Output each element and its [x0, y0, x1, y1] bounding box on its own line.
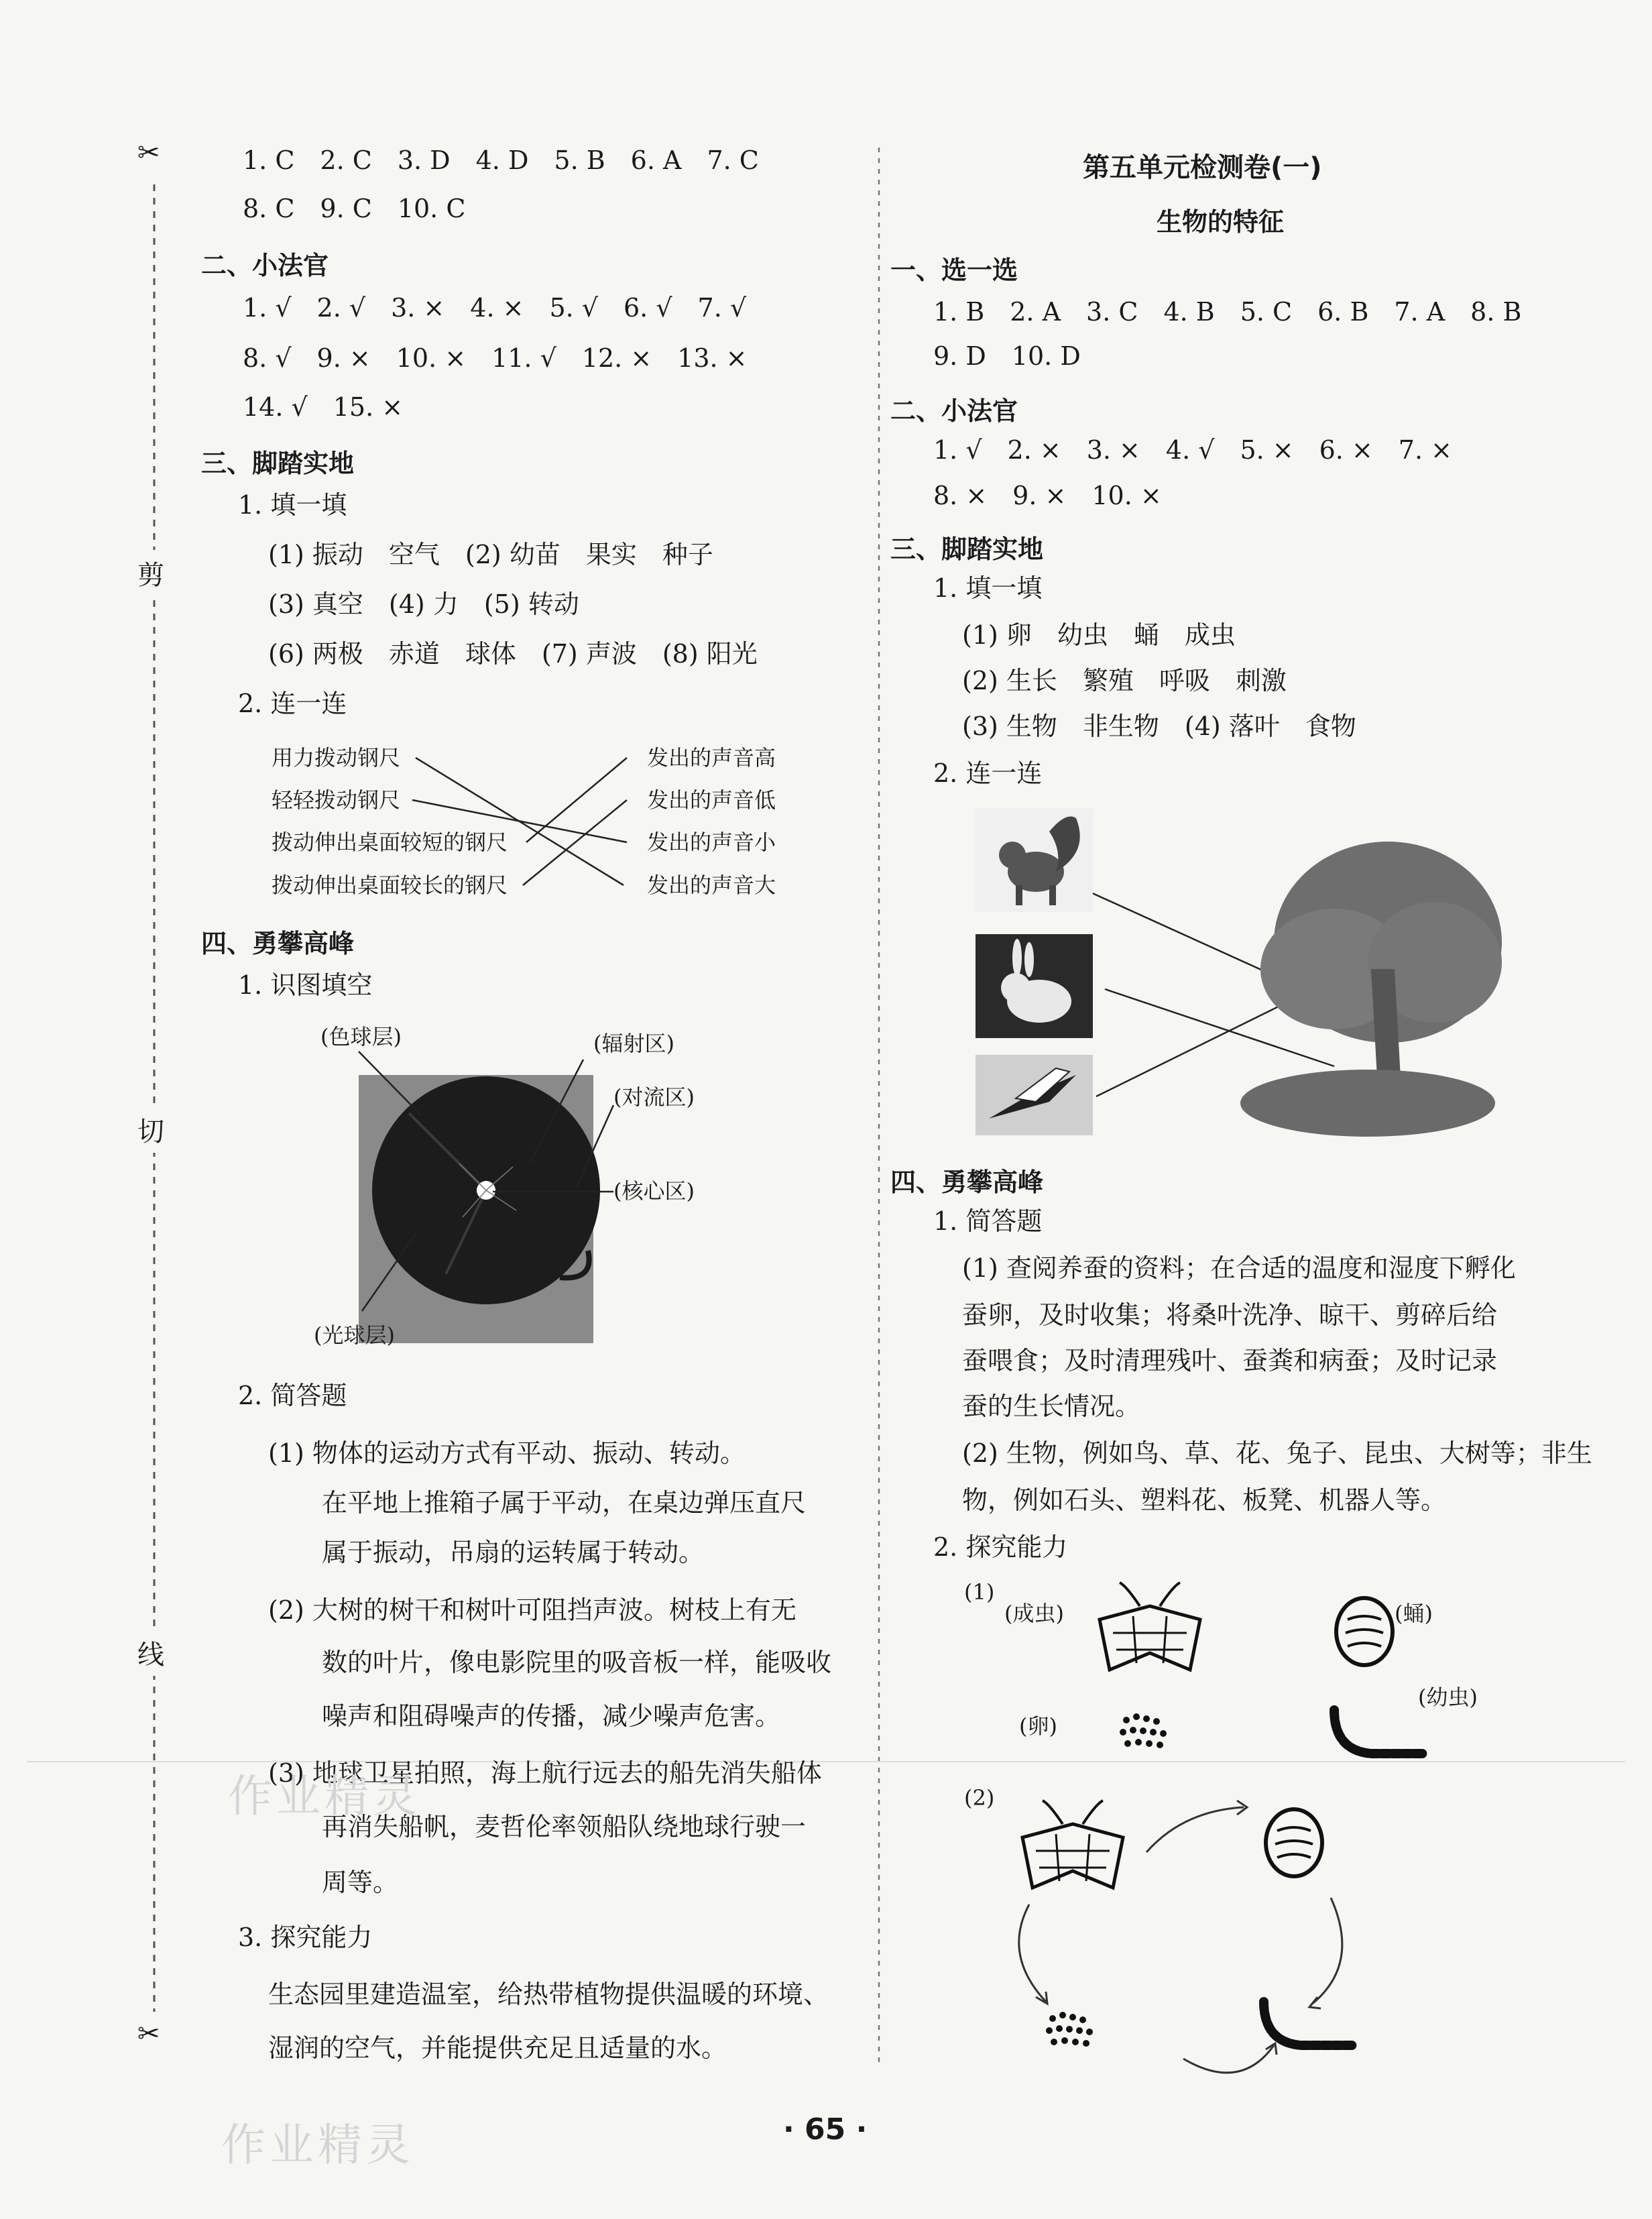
- part-number: (2): [964, 1785, 995, 1811]
- cut-char: 切: [137, 1106, 164, 1153]
- question-title: 1. 填一填: [933, 573, 1043, 603]
- section-heading: 二、小法官: [201, 251, 329, 280]
- question-title: 2. 简答题: [238, 1381, 347, 1410]
- match-right-item: 发出的声音大: [647, 872, 776, 898]
- scissors-icon: ✂: [137, 2018, 160, 2049]
- tf-answers-line: 8. × 9. × 10. ×: [933, 481, 1162, 510]
- tf-answers-line: 8. √ 9. × 10. × 11. √ 12. × 13. ×: [243, 343, 748, 373]
- match-right-item: 发出的声音低: [647, 787, 776, 813]
- watermark: 作业精灵: [221, 2119, 414, 2171]
- answer-text: (1) 物体的运动方式有平动、振动、转动。: [268, 1438, 746, 1468]
- section-heading: 一、选一选: [890, 255, 1018, 285]
- match-right-item: 发出的声音小: [647, 830, 776, 855]
- question-title: 2. 探究能力: [933, 1532, 1068, 1562]
- pupa-icon: [1260, 1804, 1328, 1881]
- answer-text: 蚕的生长情况。: [962, 1391, 1141, 1421]
- unit-subtitle: 生物的特征: [1157, 207, 1285, 237]
- answer-text: 湿润的空气，并能提供充足且适量的水。: [268, 2033, 727, 2063]
- answer-text: 属于振动，吊扇的运转属于转动。: [322, 1538, 705, 1567]
- answer-text: 数的叶片，像电影院里的吸音板一样，能吸收: [322, 1648, 832, 1677]
- question-title: 2. 连一连: [933, 758, 1043, 788]
- stage-label-pupa: (蛹): [1395, 1601, 1433, 1626]
- match-left-item: 拨动伸出桌面较长的钢尺: [272, 872, 508, 898]
- stage-label-adult: (成虫): [1004, 1601, 1064, 1626]
- fill-answer: (3) 生物 非生物 (4) 落叶 食物: [962, 712, 1356, 741]
- question-title: 3. 探究能力: [238, 1923, 373, 1952]
- sun-label-convection: (对流区): [613, 1084, 695, 1110]
- eggs-icon: [1113, 1707, 1180, 1760]
- larva-icon: [1324, 1697, 1438, 1770]
- unit-title: 第五单元检测卷(一): [1083, 152, 1322, 183]
- mc-answers-line: 8. C 9. C 10. C: [243, 194, 466, 223]
- pupa-icon: [1331, 1593, 1398, 1670]
- part-number: (1): [964, 1579, 995, 1605]
- larva-icon: [1254, 1988, 1368, 2062]
- section-heading: 二、小法官: [890, 396, 1018, 426]
- match-right-item: 发出的声音高: [647, 745, 776, 771]
- question-title: 1. 简答题: [933, 1206, 1043, 1236]
- match-left-item: 拨动伸出桌面较短的钢尺: [272, 830, 508, 855]
- rabbit-image: [976, 934, 1093, 1038]
- moth-adult-icon: [1009, 1797, 1136, 1898]
- match-lines-left: [412, 758, 627, 885]
- sun-label-core: (核心区): [613, 1178, 695, 1204]
- stage-label-larva: (幼虫): [1418, 1685, 1478, 1710]
- answer-text: (2) 大树的树干和树叶可阻挡声波。树枝上有无: [268, 1595, 796, 1625]
- section-heading: 三、脚踏实地: [201, 449, 355, 478]
- fill-answer: (6) 两极 赤道 球体 (7) 声波 (8) 阳光: [268, 639, 758, 669]
- fill-answer: (2) 生长 繁殖 呼吸 刺激: [962, 666, 1287, 695]
- answer-text: 蚕喂食；及时清理残叶、蚕粪和病蚕；及时记录: [962, 1346, 1498, 1375]
- stage-label-egg: (卵): [1019, 1713, 1057, 1739]
- answer-text: 蚕卵，及时收集；将桑叶洗净、晾干、剪碎后给: [962, 1300, 1498, 1330]
- sun-label-radiation: (辐射区): [593, 1031, 674, 1056]
- cut-char: 线: [137, 1630, 164, 1676]
- section-heading: 三、脚踏实地: [890, 534, 1044, 564]
- section-heading: 四、勇攀高峰: [201, 929, 355, 958]
- tf-answers-line: 1. √ 2. × 3. × 4. √ 5. × 6. × 7. ×: [933, 435, 1452, 465]
- tf-answers-line: 14. √ 15. ×: [243, 392, 404, 422]
- sun-label-chromosphere: (色球层): [320, 1024, 402, 1049]
- question-title: 2. 连一连: [238, 689, 347, 718]
- magpie-image: [976, 1055, 1093, 1135]
- answer-text: 生态园里建造温室，给热带植物提供温暖的环境、: [268, 1980, 829, 2009]
- answer-text: (3) 地球卫星拍照，海上航行远去的船先消失船体: [268, 1758, 822, 1788]
- mc-answers-line: 1. C 2. C 3. D 4. D 5. B 6. A 7. C: [243, 146, 759, 175]
- eggs-icon: [1039, 2005, 1106, 2059]
- section-heading: 四、勇攀高峰: [890, 1168, 1044, 1197]
- cut-char: 剪: [137, 550, 164, 596]
- page-number: · 65 ·: [783, 2112, 868, 2147]
- watermark: 作业精灵: [228, 1770, 421, 1822]
- squirrel-image: [976, 808, 1093, 912]
- sun-diagram: [359, 1051, 613, 1343]
- answer-text: (1) 查阅养蚕的资料；在合适的温度和湿度下孵化: [962, 1253, 1516, 1283]
- answer-text: 周等。: [322, 1868, 399, 1897]
- question-title: 1. 填一填: [238, 490, 347, 520]
- answer-text: 再消失船帆，麦哲伦率领船队绕地球行驶一: [322, 1812, 807, 1841]
- scissors-icon: ✂: [137, 137, 160, 168]
- match-left-item: 用力拨动钢尺: [272, 745, 401, 771]
- answer-text: (2) 生物，例如鸟、草、花、兔子、昆虫、大树等；非生: [962, 1438, 1592, 1468]
- tree-image: [1234, 808, 1515, 1146]
- fill-answer: (3) 真空 (4) 力 (5) 转动: [268, 589, 579, 619]
- match-left-item: 轻轻拨动钢尺: [272, 787, 401, 813]
- fill-answer: (1) 卵 幼虫 蛹 成虫: [962, 620, 1236, 650]
- fill-answer: (1) 振动 空气 (2) 幼苗 果实 种子: [268, 540, 713, 569]
- mc-answers-line: 1. B 2. A 3. C 4. B 5. C 6. B 7. A 8. B: [933, 297, 1522, 327]
- mc-answers-line: 9. D 10. D: [933, 341, 1081, 371]
- tf-answers-line: 1. √ 2. √ 3. × 4. × 5. √ 6. √ 7. √: [243, 293, 747, 323]
- moth-adult-icon: [1086, 1579, 1214, 1680]
- sun-label-photosphere: (光球层): [314, 1322, 395, 1348]
- answer-text: 物，例如石头、塑料花、板凳、机器人等。: [962, 1485, 1447, 1515]
- question-title: 1. 识图填空: [238, 970, 373, 1000]
- answer-text: 在平地上推箱子属于平动，在桌边弹压直尺: [322, 1488, 807, 1518]
- answer-text: 噪声和阻碍噪声的传播，减少噪声危害。: [322, 1701, 781, 1731]
